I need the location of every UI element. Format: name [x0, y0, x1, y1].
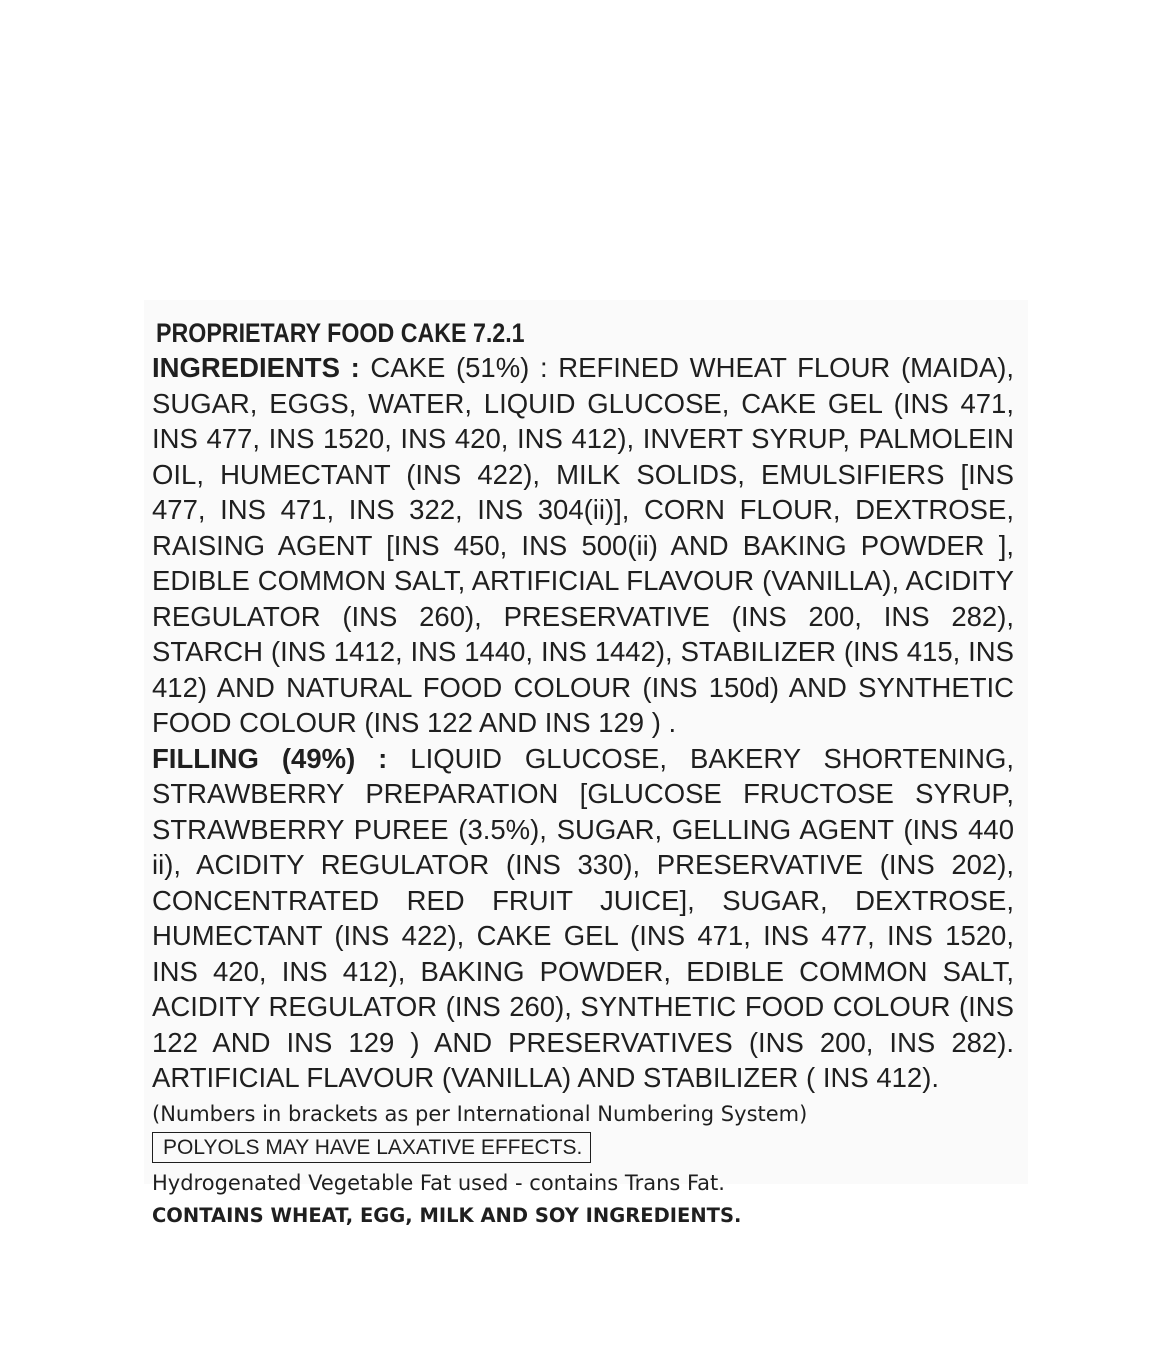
ingredients-paragraph	[152, 350, 1014, 741]
ingredient-label-content	[152, 316, 1014, 1233]
trans-fat-note: Hydrogenated Vegetable Fat used - contains Trans Fat.	[152, 1170, 725, 1195]
allergen-statement: CONTAINS WHEAT, EGG, MILK AND SOY INGREDIENTS.	[152, 1203, 742, 1227]
ins-note: (Numbers in brackets as per International Numbering System)	[152, 1101, 808, 1126]
ingredients-text: CAKE (51%) : REFINED WHEAT FLOUR (MAIDA), SUGAR, EGGS, WATER, LIQUID GLUCOSE, CAKE GEL (INS 471, INS 477, INS 1520, INS 420, INS 412), INVERT SYRUP, PALMOLEIN OIL, HUMECTANT (INS 422), MILK SOLIDS, EMULSIFIERS [INS 477, INS 471, INS 322, INS 304(ii)], CORN FLOUR, DEXTROSE, RAISING AGENT [INS 450, INS 500(ii) AND BAKING POWDER ], EDIBLE COMMON SALT, ARTIFICIAL FLAVOUR (VANILLA), ACIDITY REGULATOR (INS 260), PRESERVATIVE (INS 200, INS 282), STARCH (INS 1412, INS 1440, INS 1442), STABILIZER (INS 415, INS 412) AND NATURAL FOOD COLOUR (INS 150d) AND SYNTHETIC FOOD COLOUR (INS 122 AND INS 129 ) .	[152, 352, 1014, 738]
filling-text: LIQUID GLUCOSE, BAKERY SHORTENING, STRAWBERRY PREPARATION [GLUCOSE FRUCTOSE SYRUP, STRAWBERRY PUREE (3.5%), SUGAR, GELLING AGENT (INS 440 ii), ACIDITY REGULATOR (INS 330), PRESERVATIVE (INS 202), CONCENTRATED RED FRUIT JUICE], SUGAR, DEXTROSE, HUMECTANT (INS 422), CAKE GEL (INS 471, INS 477, INS 1520, INS 420, INS 412), BAKING POWDER, EDIBLE COMMON SALT, ACIDITY REGULATOR (INS 260), SYNTHETIC FOOD COLOUR (INS 122 AND INS 129 ) AND PRESERVATIVES (INS 200, INS 282). ARTIFICIAL FLAVOUR (VANILLA) AND STABILIZER ( INS 412).	[152, 742, 1014, 1093]
ingredient-label-panel	[144, 300, 1028, 1227]
polyols-warning-box: POLYOLS MAY HAVE LAXATIVE EFFECTS.	[152, 1132, 591, 1163]
filling-heading: FILLING (49%) :	[152, 742, 411, 774]
filling-paragraph	[152, 741, 1014, 1096]
product-title: PROPRIETARY FOOD CAKE 7.2.1	[156, 318, 525, 348]
ingredients-heading: INGREDIENTS :	[152, 352, 371, 383]
